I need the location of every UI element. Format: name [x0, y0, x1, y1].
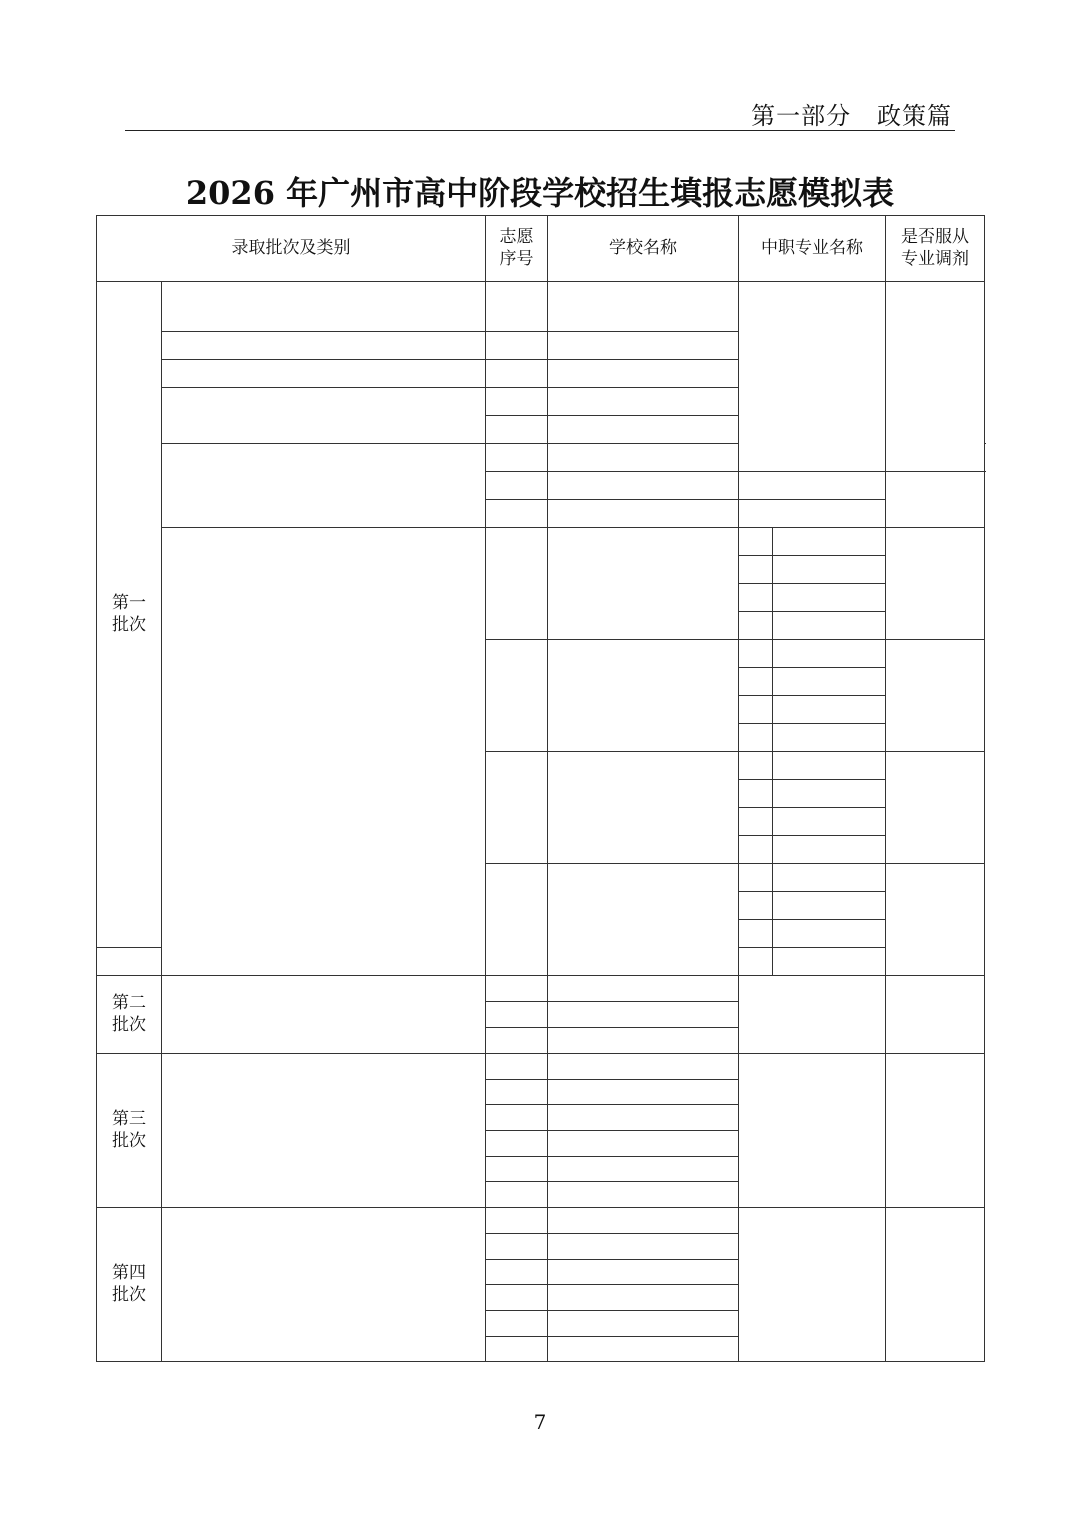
major-number — [739, 612, 773, 640]
header-rule — [125, 130, 955, 131]
table-row — [97, 1054, 985, 1080]
school-name-field[interactable] — [548, 976, 739, 1002]
page-title: 2026 年广州市高中阶段学校招生填报志愿模拟表 — [185, 174, 895, 212]
major-name-field[interactable] — [773, 640, 886, 668]
school-name-field[interactable] — [548, 500, 739, 528]
school-name-field[interactable] — [548, 416, 739, 444]
school-name-field[interactable] — [548, 1310, 739, 1336]
school-name-field[interactable] — [548, 472, 739, 500]
table-row — [97, 1208, 985, 1234]
school-name-field[interactable] — [548, 388, 739, 416]
major-name-field[interactable] — [739, 472, 886, 500]
major-number — [739, 864, 773, 892]
major-number — [739, 584, 773, 612]
school-name-field[interactable] — [548, 752, 739, 864]
choice-number — [486, 332, 548, 360]
batch-1-label: 第一 批次 — [97, 282, 162, 948]
school-name-field[interactable] — [548, 1028, 739, 1054]
header-school: 学校名称 — [548, 216, 739, 282]
choice-number — [486, 1054, 548, 1080]
choice-number — [486, 1285, 548, 1311]
category-label — [162, 444, 486, 528]
school-name-field[interactable] — [548, 1285, 739, 1311]
choice-number — [486, 752, 548, 864]
adjust-options — [886, 640, 985, 752]
major-number — [739, 668, 773, 696]
major-number — [97, 948, 162, 976]
choice-number — [486, 1182, 548, 1208]
batch-3-label: 第三 批次 — [97, 1054, 162, 1208]
major-name-field[interactable] — [773, 892, 886, 920]
header-order: 志愿 序号 — [486, 216, 548, 282]
major-number — [739, 724, 773, 752]
major-name-field[interactable] — [773, 584, 886, 612]
major-blank-area — [739, 1054, 886, 1208]
choice-number — [486, 1233, 548, 1259]
school-name-field[interactable] — [548, 360, 739, 388]
category-label — [162, 332, 486, 360]
school-name-field[interactable] — [548, 1336, 739, 1362]
choice-number — [486, 976, 548, 1002]
major-name-field[interactable] — [773, 696, 886, 724]
major-name-field[interactable] — [739, 500, 886, 528]
school-name-field[interactable] — [548, 1079, 739, 1105]
major-name-field[interactable] — [773, 808, 886, 836]
school-name-field[interactable] — [548, 864, 739, 976]
school-name-field[interactable] — [548, 1259, 739, 1285]
choice-number — [486, 1336, 548, 1362]
choice-number — [486, 1131, 548, 1157]
major-number — [739, 640, 773, 668]
major-number — [739, 808, 773, 836]
choice-number — [486, 1028, 548, 1054]
adjust-options — [886, 864, 985, 976]
choice-number — [486, 1002, 548, 1028]
major-number — [739, 528, 773, 556]
category-label — [162, 528, 486, 976]
school-name-field[interactable] — [548, 1131, 739, 1157]
category-label — [162, 1208, 486, 1362]
choice-number — [486, 528, 548, 640]
major-blank-area — [739, 976, 886, 1054]
volunteer-form-table — [96, 215, 985, 1362]
major-number — [739, 780, 773, 808]
major-name-field[interactable] — [773, 752, 886, 780]
header-major: 中职专业名称 — [739, 216, 886, 282]
adjust-blank-area — [886, 1054, 985, 1208]
major-name-field[interactable] — [773, 556, 886, 584]
school-name-field[interactable] — [548, 1208, 739, 1234]
school-name-field[interactable] — [548, 1054, 739, 1080]
major-number — [739, 752, 773, 780]
category-label — [162, 1054, 486, 1208]
major-name-field[interactable] — [773, 780, 886, 808]
choice-number — [486, 360, 548, 388]
major-name-field[interactable] — [773, 612, 886, 640]
category-label — [162, 388, 486, 444]
major-number — [739, 556, 773, 584]
adjust-blank-area — [886, 976, 985, 1054]
choice-number — [486, 864, 548, 976]
major-name-field[interactable] — [773, 920, 886, 948]
adjust-options — [886, 752, 985, 864]
category-label — [162, 282, 486, 332]
choice-number — [486, 444, 548, 472]
choice-number — [486, 1208, 548, 1234]
school-name-field[interactable] — [548, 1105, 739, 1131]
adjust-options — [886, 528, 985, 640]
major-name-field[interactable] — [773, 724, 886, 752]
choice-number — [486, 1156, 548, 1182]
choice-number — [486, 1259, 548, 1285]
table-row — [97, 282, 985, 332]
table-row — [97, 216, 985, 282]
adjust-blank-area — [886, 1208, 985, 1362]
batch-2-label: 第二 批次 — [97, 976, 162, 1054]
school-name-field[interactable] — [548, 1182, 739, 1208]
choice-number — [486, 282, 548, 332]
header-adjust: 是否服从 专业调剂 — [886, 216, 985, 282]
choice-number — [486, 472, 548, 500]
category-label — [162, 976, 486, 1054]
page-number: 7 — [533, 1410, 547, 1434]
choice-number — [486, 640, 548, 752]
school-name-field[interactable] — [548, 1233, 739, 1259]
major-name-field[interactable] — [739, 948, 773, 976]
major-number — [739, 836, 773, 864]
school-name-field[interactable] — [548, 444, 739, 472]
batch-4-label: 第四 批次 — [97, 1208, 162, 1362]
choice-number — [486, 1310, 548, 1336]
major-blank-area — [739, 1208, 886, 1362]
header-category: 录取批次及类别 — [97, 216, 486, 282]
major-name-field[interactable] — [773, 668, 886, 696]
major-number — [739, 892, 773, 920]
choice-number — [486, 416, 548, 444]
category-label — [162, 360, 486, 388]
school-name-field[interactable] — [548, 282, 739, 332]
major-blank-area — [739, 282, 886, 472]
table-row — [97, 976, 985, 1002]
major-number — [739, 920, 773, 948]
adjust-blank-area — [886, 282, 985, 472]
major-number — [739, 696, 773, 724]
school-name-field[interactable] — [548, 528, 739, 640]
school-name-field[interactable] — [548, 332, 739, 360]
major-name-field[interactable] — [773, 836, 886, 864]
choice-number — [486, 500, 548, 528]
choice-number — [486, 1079, 548, 1105]
major-name-field[interactable] — [773, 528, 886, 556]
choice-number — [486, 1105, 548, 1131]
header-section-label: 第一部分 政策篇 — [751, 102, 952, 130]
school-name-field[interactable] — [548, 1156, 739, 1182]
school-name-field[interactable] — [548, 1002, 739, 1028]
major-name-field[interactable] — [773, 864, 886, 892]
choice-number — [486, 388, 548, 416]
school-name-field[interactable] — [548, 640, 739, 752]
table-row — [97, 528, 985, 556]
